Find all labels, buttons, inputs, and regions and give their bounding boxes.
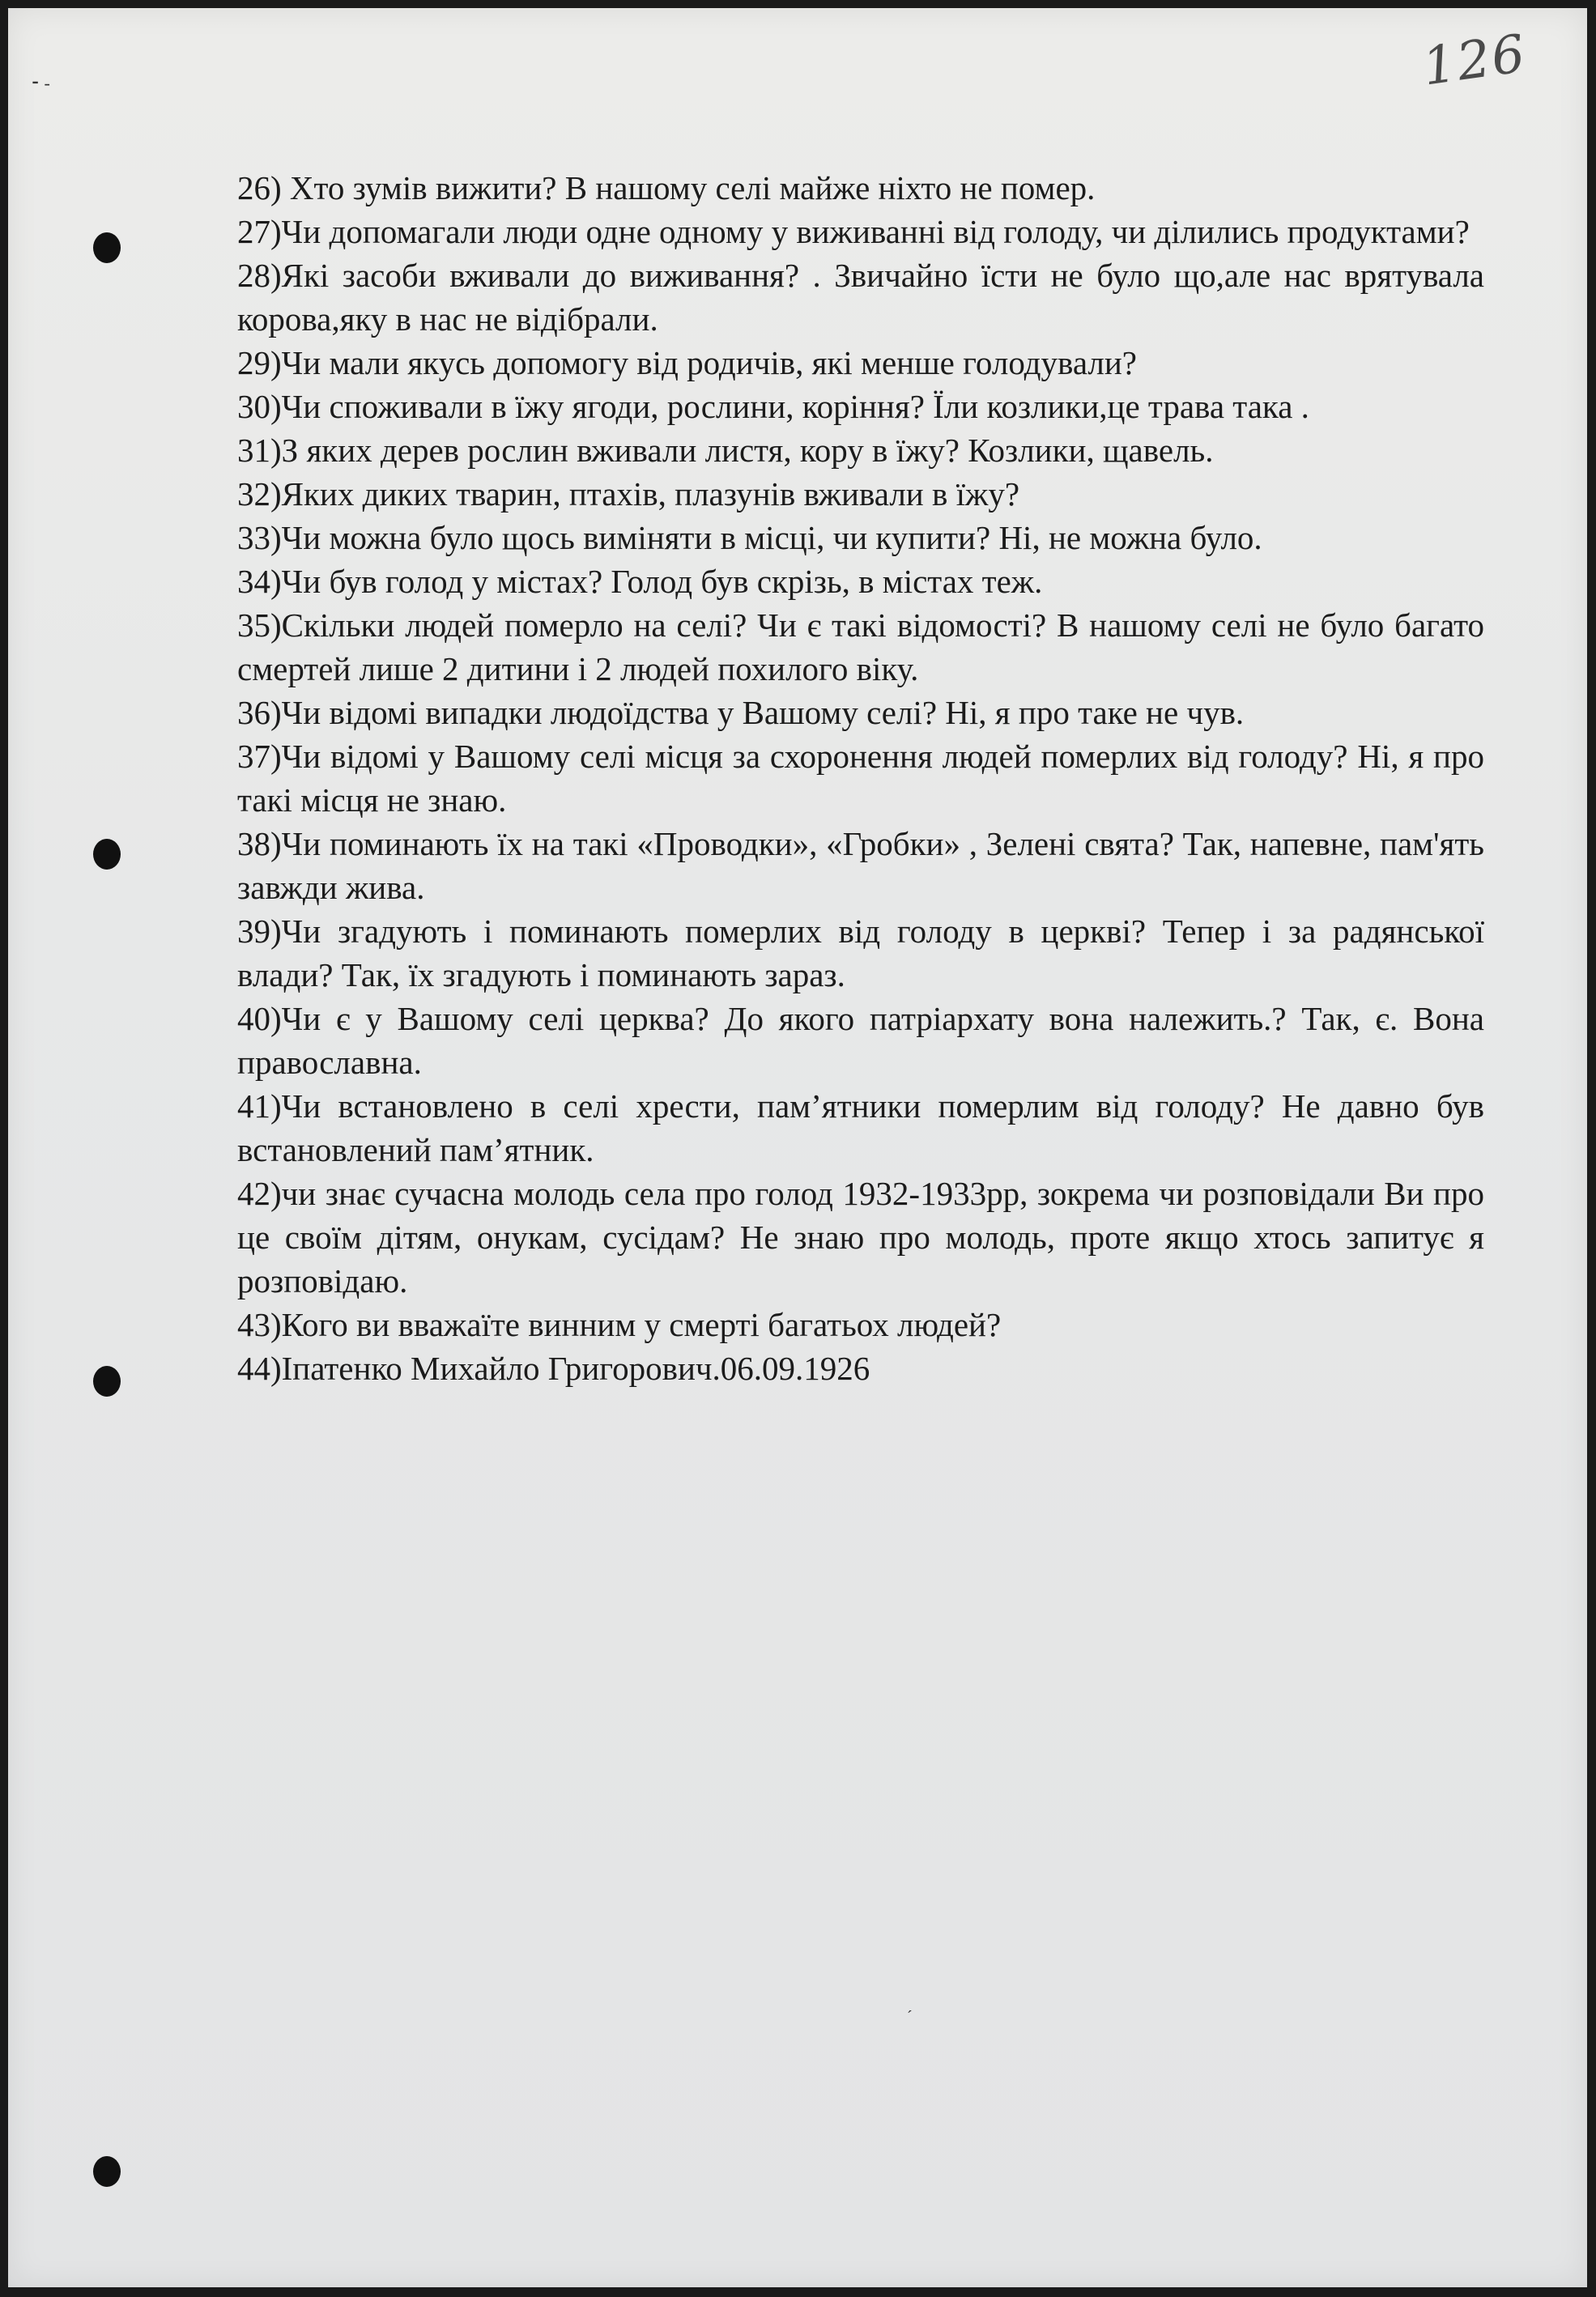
- question-31: 31)З яких дерев рослин вживали листя, кору в їжу? Козлики, щавель.: [237, 432, 1214, 469]
- question-39: 39)Чи згадують і поминають померлих від голоду в церкві? Тепер і за радянської влади? Так, їх згадують і поминають зараз.: [237, 912, 1484, 993]
- page-number: 126: [1419, 23, 1530, 98]
- question-34: 34)Чи був голод у містах? Голод був скрізь, в містах теж.: [237, 563, 1043, 600]
- punch-hole-4: [93, 2156, 121, 2187]
- question-32: 32)Яких диких тварин, птахів, плазунів вживали в їжу?: [237, 475, 1020, 513]
- questionnaire-text: [237, 166, 1484, 1390]
- question-42: 42)чи знає сучасна молодь села про голод 1932-1933рр, зокрема чи розповідали Ви про це своїм дітям, онукам, сусідам? Не знаю про молодь, проте якщо хтось запитує я розповідаю.: [237, 1175, 1484, 1300]
- corner-mark: ⁃ ‐: [31, 73, 50, 93]
- stray-mark: ˊ: [907, 2008, 913, 2026]
- punch-hole-2: [93, 839, 121, 870]
- question-29: 29)Чи мали якусь допомогу від родичів, які менше голодували?: [237, 344, 1137, 381]
- question-26: 26) Хто зумів вижити? В нашому селі майже ніхто не помер.: [237, 169, 1096, 206]
- question-36: 36)Чи відомі випадки людоїдства у Вашому селі? Ні, я про таке не чув.: [237, 694, 1245, 731]
- question-28: 28)Які засоби вживали до виживання? . Звичайно їсти не було що,але нас врятувала корова,яку в нас не відібрали.: [237, 257, 1484, 338]
- question-44: 44)Іпатенко Михайло Григорович.06.09.1926: [237, 1350, 870, 1387]
- question-33: 33)Чи можна було щось виміняти в місці, чи купити? Ні, не можна було.: [237, 519, 1262, 556]
- question-35: 35)Скільки людей померло на селі? Чи є такі відомості? В нашому селі не було багато смертей лише 2 дитини і 2 людей похилого віку.: [237, 606, 1484, 687]
- punch-hole-3: [93, 1366, 121, 1397]
- question-40: 40)Чи є у Вашому селі церква? До якого патріархату вона належить.? Так, є. Вона православна.: [237, 1000, 1484, 1081]
- question-37: 37)Чи відомі у Вашому селі місця за схоронення людей померлих від голоду? Ні, я про такі місця не знаю.: [237, 738, 1484, 819]
- question-27: 27)Чи допомагали люди одне одному у виживанні від голоду, чи ділились продуктами?: [237, 213, 1470, 250]
- question-30: 30)Чи споживали в їжу ягоди, рослини, коріння? Їли козлики,це трава така .: [237, 388, 1309, 425]
- punch-hole-1: [93, 232, 121, 263]
- document-page: [8, 8, 1587, 2287]
- question-38: 38)Чи поминають їх на такі «Проводки», «Гробки» , Зелені свята? Так, напевне, пам'ять завжди жива.: [237, 825, 1484, 906]
- question-41: 41)Чи встановлено в селі хрести, пам’ятники померлим від голоду? Не давно був встановлений пам’ятник.: [237, 1087, 1484, 1168]
- question-43: 43)Кого ви вважаїте винним у смерті багатьох людей?: [237, 1306, 1002, 1343]
